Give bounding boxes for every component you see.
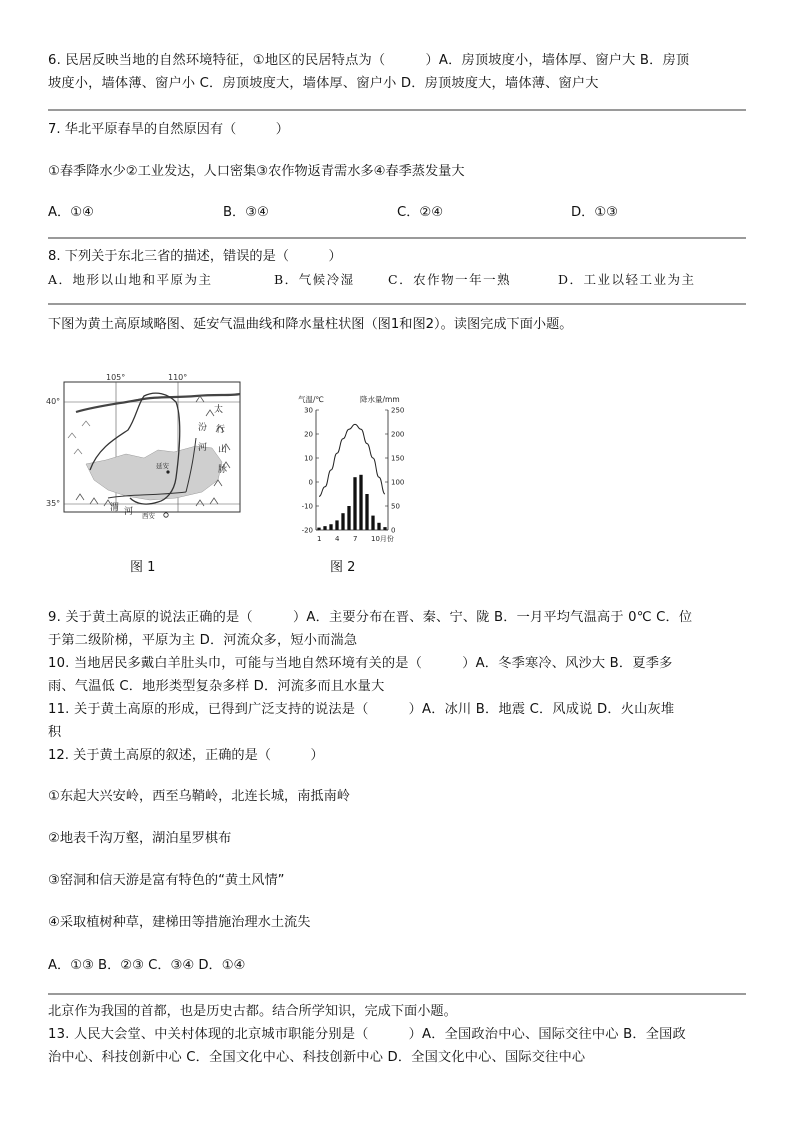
label-taihang-1: 太 [214,405,224,415]
q6-line-1: 6. 民居反映当地的自然环境特征，①地区的民居特点为（ ）A．房顶坡度小，墙体厚、窗户大 B．房顶 [48,53,690,68]
figure-2-climate-chart [296,392,416,552]
figure-1-map [46,368,246,548]
loess-intro: 下图为黄土高原域略图、延安气温曲线和降水量柱状图（图1和图2）。读图完成下面小题。 [48,317,573,332]
precip-bar-month-5 [341,513,344,530]
temp-tick-label: -10 [301,502,313,511]
label-taihang-2: 行 [216,425,226,435]
q8-option-a: A．地形以山地和平原为主 [48,272,213,287]
precip-bar-month-9 [365,494,368,530]
divider [48,109,746,111]
beijing-intro: 北京作为我国的首都，也是历史古都。结合所学知识，完成下面小题。 [48,1004,457,1019]
temp-tick-label: 0 [308,478,313,487]
q7-option-a: A．①④ [48,205,94,220]
precip-bar-month-7 [353,477,356,530]
figure-2-caption: 图 2 [330,560,356,575]
left-axis-title: 气温/℃ [298,395,324,404]
q13-line-2: 治中心、科技创新中心 C．全国文化中心、科技创新中心 D．全国文化中心、国际交往中心 [48,1050,586,1065]
precip-bar-month-8 [359,475,362,530]
q7-stem: 7. 华北平原春旱的自然原因有（ ） [48,122,289,137]
q12-statement-4: ④采取植树种草，建梯田等措施治理水土流失 [48,915,311,930]
temp-tick-label: 20 [304,430,313,439]
q8-option-d: D．工业以轻工业为主 [558,272,696,287]
q7-option-d: D．①③ [571,205,618,220]
month-tick-label: 4 [335,535,340,543]
precip-tick-label: 50 [391,502,400,511]
q8-option-c: C．农作物一年一熟 [388,272,512,287]
q11-line-2: 积 [48,725,62,740]
temp-tick-label: -20 [301,526,313,535]
precip-tick-label: 100 [391,478,405,487]
precip-tick-label: 250 [391,406,405,415]
q6-line-2: 坡度小，墙体薄、窗户小 C．房顶坡度大，墙体厚、窗户小 D．房顶坡度大，墙体薄、窗户大 [48,76,599,91]
q12-statement-2: ②地表千沟万壑，湖泊星罗棋布 [48,831,232,846]
q11-line-1: 11. 关于黄土高原的形成，已得到广泛支持的说法是（ ）A．冰川 B．地震 C．风成说 D．火山灰堆 [48,702,675,717]
yanan-marker [166,470,169,473]
lat-label-35: 35° [46,499,61,508]
precip-tick-label: 200 [391,430,405,439]
month-tick-label: 7 [353,535,358,543]
xian-marker [164,513,168,517]
lat-label-40: 40° [46,397,61,406]
precip-bar-month-6 [347,506,350,530]
label-wei-1: 渭 [110,503,120,513]
q9-line-2: 于第二级阶梯，平原为主 D．河流众多，短小而湍急 [48,633,358,648]
precip-tick-label: 150 [391,454,405,463]
temp-tick-label: 10 [304,454,313,463]
precip-bar-month-11 [377,523,380,530]
q7-option-c: C．②④ [397,205,444,220]
lon-label-110: 110° [168,373,188,382]
precip-bar-month-10 [371,516,374,530]
figure-1-caption: 图 1 [130,560,156,575]
precip-bar-month-2 [323,526,326,530]
q7-option-b: B．③④ [223,205,269,220]
lon-label-105: 105° [106,373,126,382]
q13-line-1: 13. 人民大会堂、中关村体现的北京城市职能分别是（ ）A．全国政治中心、国际交往中心 B．全国政 [48,1027,686,1042]
label-taihang-3: 山 [218,445,228,455]
q10-line-2: 雨、气温低 C．地形类型复杂多样 D．河流多而且水量大 [48,679,385,694]
q8-option-b: B．气候冷湿 [274,272,355,287]
q12-statement-3: ③窑洞和信天游是富有特色的“黄土风情” [48,873,285,888]
label-wei-2: 河 [124,507,134,517]
divider [48,303,746,305]
temp-tick-label: 30 [304,406,313,415]
q12-options: A．①③ B．②③ C．③④ D．①④ [48,958,246,973]
precip-bar-month-3 [329,524,332,530]
label-xian: 西安 [142,512,155,520]
q12-statement-1: ①东起大兴安岭，西至乌鞘岭，北连长城，南抵南岭 [48,789,350,804]
q8-stem: 8. 下列关于东北三省的描述，错误的是（ ） [48,249,342,264]
q7-statements: ①春季降水少②工业发达，人口密集③农作物返青需水多④春季蒸发量大 [48,164,465,179]
precip-bar-month-4 [335,520,338,530]
label-yanan: 延安 [156,462,169,470]
q12-stem: 12. 关于黄土高原的叙述，正确的是（ ） [48,748,324,763]
divider [48,237,746,239]
month-tick-label: 10月份 [371,535,394,543]
month-tick-label: 1 [317,535,322,543]
label-fen-1: 汾 [198,423,208,433]
right-axis-title: 降水量/mm [360,395,400,404]
precip-bar-month-12 [383,527,386,530]
q9-line-1: 9. 关于黄土高原的说法正确的是（ ）A．主要分布在晋、秦、宁、陇 B．一月平均气温高于 0℃ C．位 [48,610,693,625]
q10-line-1: 10. 当地居民多戴白羊肚头巾，可能与当地自然环境有关的是（ ）A．冬季寒冷、风沙大 B．夏季多 [48,656,673,671]
divider [48,993,746,995]
precip-tick-label: 0 [391,526,396,535]
label-taihang-4: 脉 [218,465,228,475]
label-fen-2: 河 [198,443,208,453]
temperature-curve [319,424,385,496]
